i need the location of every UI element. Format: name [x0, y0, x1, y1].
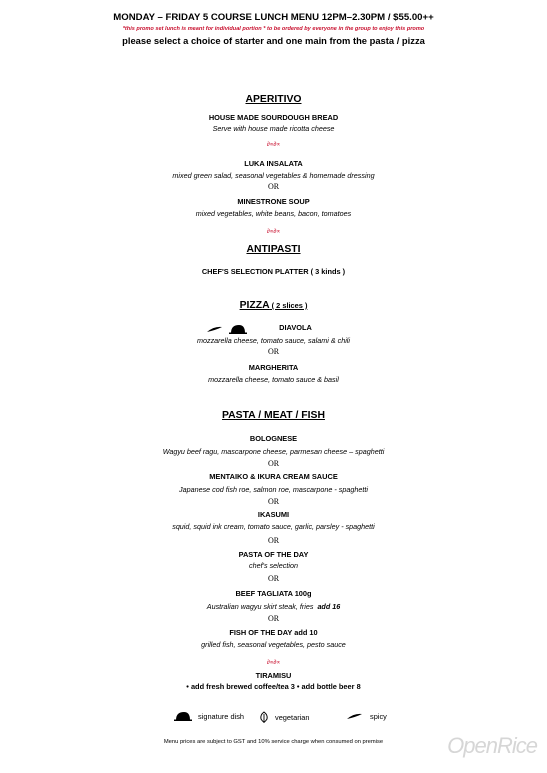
- footer-note: Menu prices are subject to GST and 10% service charge when consumed on premise: [163, 739, 384, 745]
- section-antipasti-heading: ANTIPASTI: [246, 244, 301, 255]
- or-divider: OR: [267, 182, 280, 191]
- section-aperitivo-heading: APERITIVO: [245, 94, 302, 105]
- item-ikasumi-desc: squid, squid ink cream, tomato sauce, garlic, parsley - spaghetti: [172, 522, 375, 531]
- item-sourdough-bread: HOUSE MADE SOURDOUGH BREAD: [208, 113, 339, 122]
- item-minestrone-soup-desc: mixed vegetables, white beans, bacon, tomatoes: [195, 209, 352, 218]
- pizza-heading-suffix: ( 2 slices ): [269, 301, 308, 310]
- item-tiramisu: TIRAMISU: [255, 671, 292, 680]
- section-pizza-heading: [0, 300, 547, 311]
- item-fish-of-the-day-desc: grilled fish, seasonal vegetables, pesto sauce: [201, 640, 346, 649]
- item-pasta-of-the-day-desc: chef's selection: [249, 561, 298, 570]
- item-ikasumi: IKASUMI: [257, 510, 290, 519]
- item-diavola-desc: mozzarella cheese, tomato sauce, salami & chili: [196, 336, 350, 345]
- legend-spicy: [346, 711, 387, 721]
- item-bolognese-desc: Wagyu beef ragu, mascarpone cheese, parmesan cheese – spaghetti: [162, 447, 385, 456]
- item-chefs-platter: CHEF'S SELECTION PLATTER ( 3 kinds ): [201, 267, 346, 276]
- chili-icon: [346, 711, 364, 721]
- item-beef-tagliata: BEEF TAGLIATA 100g: [235, 589, 312, 598]
- item-diavola: DIAVOLA: [279, 323, 312, 332]
- separator: ∂∝∂∝: [266, 142, 281, 148]
- pizza-heading-label: PIZZA: [239, 300, 270, 311]
- item-fish-of-the-day: FISH OF THE DAY add 10: [229, 628, 318, 637]
- or-divider: OR: [267, 497, 280, 506]
- legend-vegetarian: [259, 711, 310, 723]
- or-divider: OR: [267, 459, 280, 468]
- item-beef-tagliata-desc: [0, 602, 547, 611]
- item-margherita-desc: mozzarella cheese, tomato sauce & basil: [208, 375, 339, 384]
- item-minestrone-soup: MINESTRONE SOUP: [237, 197, 310, 206]
- or-divider: OR: [267, 536, 280, 545]
- separator: ∂∝∂∝: [266, 660, 281, 666]
- menu-subtitle: please select a choice of starter and one main from the pasta / pizza: [122, 35, 425, 46]
- item-luka-insalata-desc: mixed green salad, seasonal vegetables & homemade dressing: [172, 171, 375, 180]
- legend-signature: [174, 711, 244, 721]
- or-divider: OR: [267, 347, 280, 356]
- beef-tagliata-desc-text: Australian wagyu skirt steak, fries: [206, 602, 314, 611]
- legend-spicy-label: spicy: [370, 711, 387, 721]
- or-divider: OR: [267, 614, 280, 623]
- or-divider: OR: [267, 574, 280, 583]
- item-bolognese: BOLOGNESE: [249, 434, 298, 443]
- promo-note: *this promo set lunch is meant for individual portion * to be ordered by everyone in the group to enjoy this promo: [122, 26, 425, 32]
- item-margherita: MARGHERITA: [248, 363, 299, 372]
- beef-tagliata-addon: add 16: [317, 602, 341, 611]
- legend-signature-label: signature dish: [198, 711, 245, 721]
- legend-vegetarian-label: vegetarian: [275, 712, 310, 722]
- leaf-icon: [259, 711, 269, 723]
- signature-dish-icon: [174, 711, 192, 721]
- item-mentaiko-ikura-desc: Japanese cod fish roe, salmon roe, mascarpone - spaghetti: [179, 485, 368, 494]
- watermark: OpenRice: [447, 733, 537, 758]
- item-luka-insalata: LUKA INSALATA: [244, 159, 303, 168]
- section-pasta-heading: PASTA / MEAT / FISH: [222, 410, 325, 421]
- dessert-addons: • add fresh brewed coffee/tea 3 • add bottle beer 8: [186, 682, 361, 691]
- item-sourdough-bread-desc: Serve with house made ricotta cheese: [212, 124, 335, 133]
- separator: ∂∝∂∝: [266, 229, 281, 235]
- menu-title: MONDAY – FRIDAY 5 COURSE LUNCH MENU 12PM–2.30PM / $55.00++: [113, 12, 434, 23]
- item-mentaiko-ikura: MENTAIKO & IKURA CREAM SAUCE: [209, 472, 338, 481]
- item-pasta-of-the-day: PASTA OF THE DAY: [238, 550, 309, 559]
